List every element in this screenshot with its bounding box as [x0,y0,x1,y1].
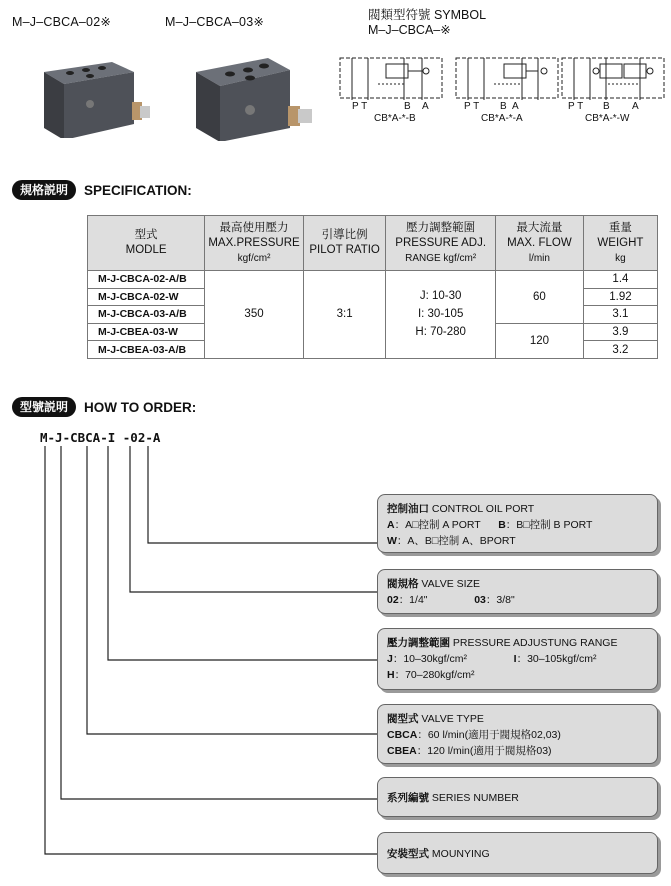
order-title: HOW TO ORDER: [84,399,197,415]
product-label-03: M–J–CBCA–03※ [165,15,265,29]
flow-cell: 60 [495,271,583,324]
symbol-caption-b: CB*A-*-B [374,113,416,124]
weight-cell: 3.9 [583,323,657,341]
model-cell: M-J-CBCA-02-W [88,288,205,306]
symbol-model: M–J–CBCA–※ [368,23,451,37]
port-b-3: B [603,101,610,112]
header-flow: 最大流量 MAX. FLOW l/min [495,216,583,271]
model-cell: M-J-CBCA-03-A/B [88,306,205,324]
model-cell: M-J-CBCA-02-A/B [88,271,205,289]
pressure-cell: 350 [205,271,304,359]
header-model: 型式 MODLE [88,216,205,271]
weight-cell: 1.92 [583,288,657,306]
port-labels-3: P T [568,101,584,112]
symbol-caption-a: CB*A-*-A [481,113,523,124]
header-pressure: 最高使用壓力 MAX.PRESSURE kgf/cm² [205,216,304,271]
box-mounting: 安裝型式 MOUNYING [377,832,658,874]
weight-cell: 3.2 [583,341,657,359]
model-cell: M-J-CBEA-03-W [88,323,205,341]
product-label-02: M–J–CBCA–02※ [12,15,112,29]
header-range: 壓力調整範圍 PRESSURE ADJ. RANGE kgf/cm² [386,216,496,271]
weight-cell: 3.1 [583,306,657,324]
weight-cell: 1.4 [583,271,657,289]
box-valve-type: 閥型式 VALVE TYPE CBCA：60 l/min(適用于閥規格02,03) CBEA：120 l/min(適用于閥規格03) [377,704,658,764]
box-series-number: 系列編號 SERIES NUMBER [377,777,658,817]
port-labels-2: P T [464,101,480,112]
port-b-2: B [500,101,507,112]
box-control-oil-port: 控制油口 CONTROL OIL PORT A：A□控制 A PORT B：B□控制 B PORT W：A、B□控制 A、BPORT [377,494,658,553]
order-badge: 型號説明 [12,397,76,417]
port-a-3: A [632,101,639,112]
spec-title: SPECIFICATION: [84,182,192,198]
symbol-title: 閥類型符號 SYMBOL [368,8,487,22]
flow-cell: 120 [495,323,583,358]
port-a-1: A [422,101,429,112]
order-code: M-J-CBCA-I -02-A [40,430,161,445]
box-valve-size: 閥規格 VALVE SIZE 02：1/4" 03：3/8" [377,569,658,614]
port-b-1: B [404,101,411,112]
port-labels-1: P T [352,101,368,112]
model-cell: M-J-CBEA-03-A/B [88,341,205,359]
box-pressure-range: 壓力調整範圍 PRESSURE ADJUSTUNG RANGE J：10–30kgf/cm² I：30–105kgf/cm² H：70–280kgf/cm² [377,628,658,690]
pilot-cell: 3:1 [303,271,385,359]
header-weight: 重量 WEIGHT kg [583,216,657,271]
spec-badge: 規格説明 [12,180,76,200]
range-cell: J: 10-30 I: 30-105 H: 70-280 [386,271,496,359]
header-pilot: 引導比例 PILOT RATIO [303,216,385,271]
symbol-caption-w: CB*A-*-W [585,113,630,124]
port-a-2: A [512,101,519,112]
